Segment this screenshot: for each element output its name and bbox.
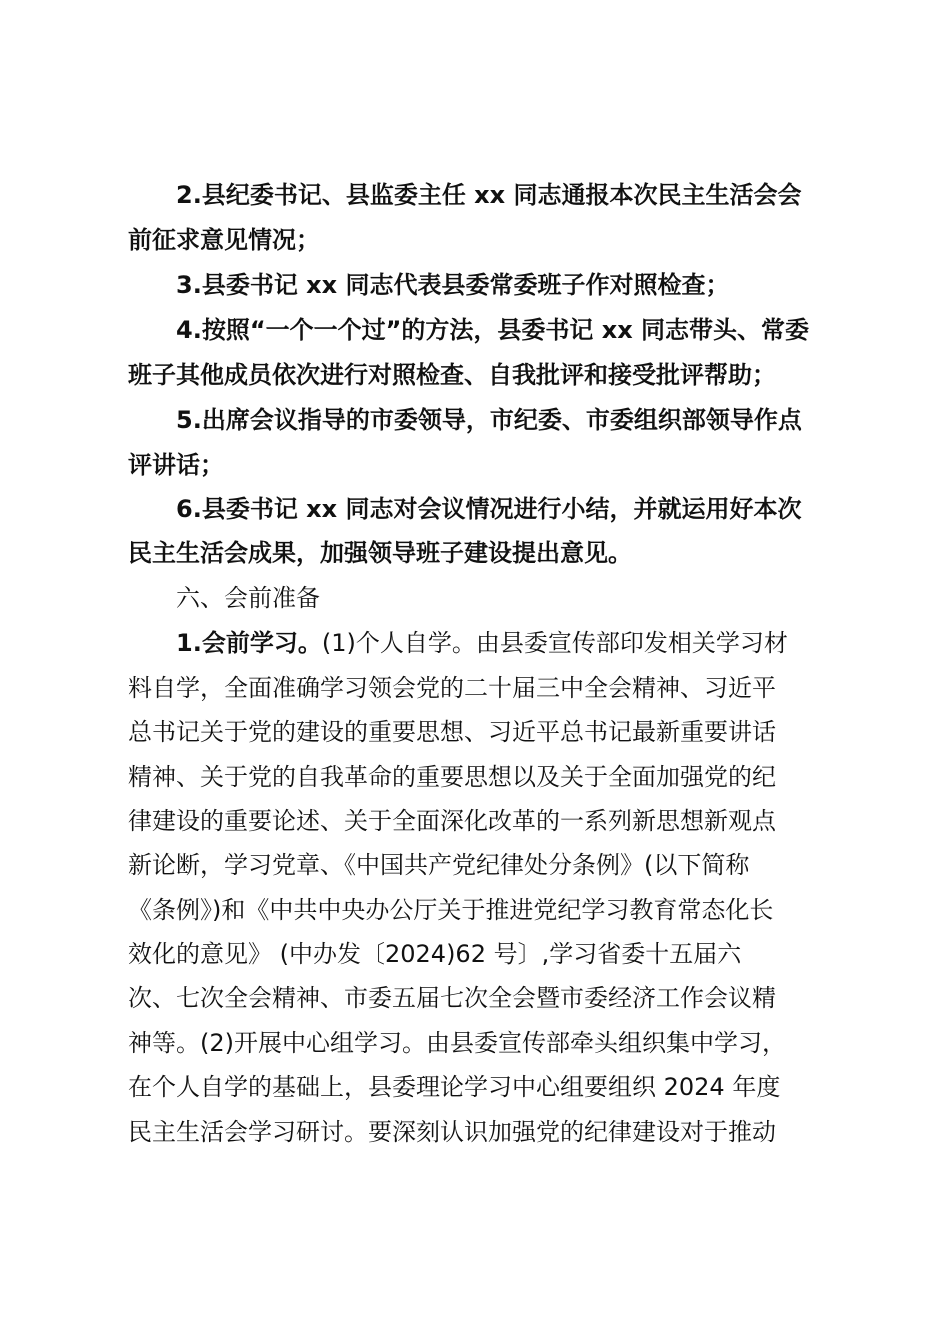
- paragraph-line-3: 总书记关于党的建设的重要思想、习近平总书记最新重要讲话: [128, 718, 776, 746]
- agenda-item-6-line-2: 民主生活会成果，加强领导班子建设提出意见。: [128, 539, 632, 567]
- paragraph-line-2: 料自学，全面准确学习领会党的二十届三中全会精神、习近平: [128, 674, 776, 702]
- paragraph-lead: 1.会前学习。: [176, 629, 322, 657]
- paragraph-line-8: 效化的意见》 (中办发〔2024)62 号〕,学习省委十五届六: [128, 940, 742, 968]
- paragraph-line-12: 民主生活会学习研讨。要深刻认识加强党的纪律建设对于推动: [128, 1118, 776, 1146]
- paragraph-line-11: 在个人自学的基础上，县委理论学习中心组要组织 2024 年度: [128, 1073, 781, 1101]
- paragraph-line-9: 次、七次全会精神、市委五届七次全会暨市委经济工作会议精: [128, 984, 776, 1012]
- agenda-item-5-line-2: 评讲话；: [128, 451, 224, 479]
- agenda-item-5-line-1: 5.出席会议指导的市委领导，市纪委、市委组织部领导作点: [176, 406, 802, 434]
- paragraph-line-4: 精神、关于党的自我革命的重要思想以及关于全面加强党的纪: [128, 763, 776, 791]
- paragraph-lead-rest: (1)个人自学。由县委宣传部印发相关学习材: [321, 629, 788, 657]
- agenda-item-4-line-2: 班子其他成员依次进行对照检查、自我批评和接受批评帮助；: [128, 361, 776, 389]
- agenda-item-6-line-1: 6.县委书记 xx 同志对会议情况进行小结，并就运用好本次: [176, 495, 802, 523]
- agenda-item-2-line-2: 前征求意见情况；: [128, 226, 320, 254]
- agenda-item-3: 3.县委书记 xx 同志代表县委常委班子作对照检查；: [176, 271, 730, 299]
- paragraph-line-6: 新论断，学习党章、《中国共产党纪律处分条例》(以下简称: [128, 851, 750, 879]
- paragraph-line-7: 《条例》)和《中共中央办公厅关于推进党纪学习教育常态化长: [128, 896, 774, 924]
- paragraph-line-5: 律建设的重要论述、关于全面深化改革的一系列新思想新观点: [128, 807, 776, 835]
- paragraph-line-1: [176, 621, 788, 665]
- section-heading: 六、会前准备: [176, 584, 320, 612]
- agenda-item-2-line-1: 2.县纪委书记、县监委主任 xx 同志通报本次民主生活会会: [176, 181, 802, 209]
- paragraph-line-10: 神等。(2)开展中心组学习。由县委宣传部牵头组织集中学习，: [128, 1029, 786, 1057]
- agenda-item-4-line-1: 4.按照“一个一个过”的方法，县委书记 xx 同志带头、常委: [176, 316, 810, 344]
